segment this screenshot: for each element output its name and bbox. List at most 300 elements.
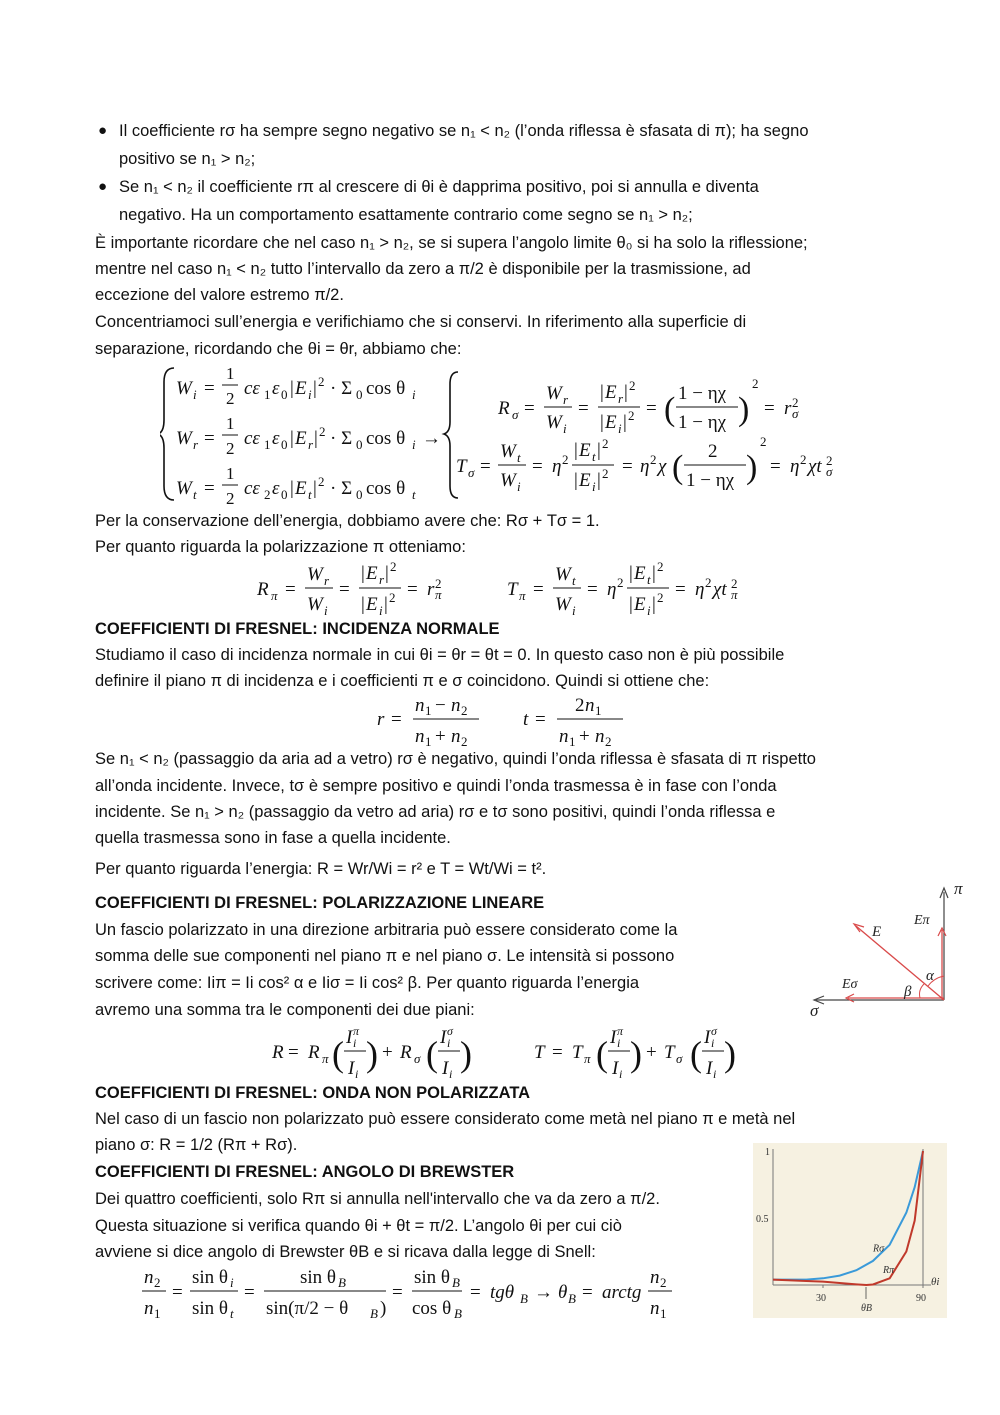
svg-text:|: | (624, 382, 628, 403)
svg-text:2: 2 (602, 466, 609, 481)
svg-text:=: = (285, 579, 296, 600)
svg-text:n: n (559, 726, 569, 747)
svg-text:cε: cε (244, 378, 260, 399)
svg-text:σ: σ (826, 464, 833, 479)
svg-text:χt: χt (713, 579, 727, 600)
svg-text:ε: ε (272, 478, 280, 499)
svg-text:): ) (380, 1298, 387, 1319)
svg-text:=: = (532, 456, 543, 477)
glass-paragraph-line-2: all’onda incidente. Invece, tσ è sempre positivo e quindi l’onda trasmessa è in fase con l’onda (95, 777, 777, 795)
svg-text:r: r (784, 398, 792, 419)
svg-text:σ: σ (711, 1024, 717, 1038)
bullet-2-line-2: negativo. Ha un comportamento esattamente contrario come segno se n₁ > n₂; (119, 206, 693, 224)
svg-text:2: 2 (154, 1275, 161, 1290)
pi-polarization-line: Per quanto riguarda la polarizzazione π otteniamo: (95, 538, 466, 556)
svg-text:n: n (451, 695, 461, 716)
brewster-paragraph-line-1: Dei quattro coefficienti, solo Rπ si annulla nell'intervallo che va da zero a π/2. (95, 1190, 660, 1208)
svg-text:i: i (412, 437, 416, 452)
svg-text:I: I (612, 1058, 619, 1079)
svg-text:I: I (442, 1058, 449, 1079)
svg-text:χ: χ (658, 456, 667, 477)
svg-text:|: | (385, 563, 389, 584)
svg-text:t: t (647, 572, 651, 587)
svg-text:W: W (555, 594, 571, 615)
chart-series-label: Rπ (883, 1264, 895, 1276)
bullet-2-line-1: Se n₁ < n₂ il coefficiente rπ al crescere di θi è dapprima positivo, poi si annulla e diventa (119, 178, 759, 196)
svg-text:+: + (646, 1042, 657, 1063)
svg-text:1 − ηχ: 1 − ηχ (686, 470, 735, 491)
svg-text:σ: σ (468, 465, 475, 480)
svg-text:=: = (770, 456, 781, 477)
svg-text:2: 2 (318, 474, 325, 489)
svg-text:r: r (377, 709, 385, 730)
svg-text:σ: σ (447, 1024, 453, 1038)
svg-text:=: = (288, 1042, 299, 1063)
svg-text:sin θ: sin θ (300, 1267, 337, 1288)
svg-text:=: = (391, 709, 402, 730)
svg-text:|: | (384, 594, 388, 615)
svg-text:1: 1 (595, 703, 602, 718)
svg-text:W: W (307, 594, 323, 615)
svg-text:(: ( (426, 1034, 438, 1074)
sigma-axis-label: σ (810, 1001, 819, 1020)
svg-text:E: E (605, 382, 617, 403)
svg-text:R: R (400, 1042, 412, 1063)
chart-x-tick-label: 30 (816, 1293, 826, 1304)
svg-text:=: = (764, 398, 775, 419)
svg-text:2: 2 (435, 576, 442, 591)
svg-text:i: i (592, 479, 596, 494)
svg-text:B: B (520, 1291, 528, 1306)
svg-text:i: i (230, 1275, 234, 1290)
svg-text:2: 2 (792, 395, 799, 410)
svg-text:t: t (572, 573, 576, 588)
svg-text:2: 2 (617, 575, 624, 590)
svg-text:i: i (412, 387, 416, 402)
svg-text:→: → (534, 1282, 553, 1303)
limit-paragraph-line-2: mentre nel caso n₁ < n₂ tutto l’intervallo da zero a π/2 è disponibile per la trasmissione, ad (95, 260, 751, 278)
svg-text:B: B (338, 1275, 346, 1290)
svg-text:2: 2 (461, 703, 468, 718)
svg-text:2: 2 (705, 575, 712, 590)
chart-annotation-brewster: θB (861, 1303, 873, 1314)
svg-text:r: r (193, 437, 199, 452)
svg-text:π: π (435, 587, 442, 602)
svg-text:=: = (578, 398, 589, 419)
svg-text:|: | (623, 412, 627, 433)
svg-text:η: η (552, 456, 562, 477)
svg-text:2: 2 (226, 489, 235, 507)
svg-text:E: E (295, 428, 307, 449)
svg-text:cε: cε (244, 478, 260, 499)
svg-text:π: π (271, 588, 278, 603)
svg-text:E: E (579, 440, 591, 461)
svg-text:π: π (353, 1024, 360, 1038)
svg-text:=: = (339, 579, 350, 600)
svg-text:t: t (308, 487, 312, 502)
normal-paragraph-line-2: definire il piano π di incidenza e i coefficienti π e σ coincidono. Quindi si ottiene che: (95, 672, 710, 690)
svg-text:W: W (176, 378, 192, 399)
svg-text:I: I (704, 1027, 711, 1048)
svg-text:−: − (435, 695, 446, 716)
svg-text:=: = (407, 579, 418, 600)
svg-text:|: | (597, 470, 601, 491)
normal-incidence-formula (375, 692, 635, 750)
svg-text:1: 1 (226, 414, 235, 433)
chart-y-tick-label: 1 (765, 1147, 770, 1158)
svg-text:2: 2 (628, 408, 635, 423)
svg-text:arctg: arctg (602, 1282, 642, 1303)
svg-text:η: η (790, 456, 800, 477)
svg-text:=: = (552, 1042, 563, 1063)
svg-text:n: n (144, 1267, 154, 1288)
limit-paragraph-line-1: È importante ricordare che nel caso n₁ > n₂, se si supera l’angolo limite θ₀ si ha solo la riflessione; (95, 234, 808, 252)
svg-text:=: = (172, 1282, 183, 1303)
svg-text:2: 2 (752, 376, 759, 391)
polarization-vector-diagram (808, 880, 978, 1020)
svg-text:E: E (579, 470, 591, 491)
svg-text:|: | (313, 378, 317, 399)
svg-text:=: = (675, 579, 686, 600)
svg-text:+: + (435, 726, 446, 747)
svg-text:1 − ηχ: 1 − ηχ (678, 412, 727, 433)
svg-text:tgθ: tgθ (490, 1282, 515, 1303)
svg-text:W: W (500, 470, 516, 491)
svg-text:0: 0 (281, 387, 288, 402)
svg-text:=: = (470, 1282, 481, 1303)
svg-text:(: ( (332, 1034, 344, 1074)
svg-text:R: R (308, 1042, 320, 1063)
svg-text:E: E (634, 563, 646, 584)
svg-text:0: 0 (281, 487, 288, 502)
svg-text:+: + (579, 726, 590, 747)
svg-text:1: 1 (660, 1306, 667, 1321)
svg-text:t: t (523, 709, 529, 730)
svg-text:): ) (460, 1034, 472, 1074)
svg-text:n: n (595, 726, 605, 747)
svg-text:R: R (272, 1042, 284, 1063)
beta-arc (920, 984, 925, 998)
svg-text:π: π (322, 1051, 329, 1066)
svg-text:2: 2 (826, 453, 833, 468)
svg-text:2: 2 (731, 576, 738, 591)
svg-text:T: T (534, 1042, 545, 1063)
svg-text:r: r (618, 391, 624, 406)
svg-text:2: 2 (657, 560, 664, 574)
svg-text:W: W (176, 428, 192, 449)
bullet-dot: ● (98, 122, 108, 139)
svg-text:i: i (447, 1036, 451, 1050)
unpolarized-paragraph-line-1: Nel caso di un fascio non polarizzato può essere considerato come metà nel piano π e metà nel (95, 1110, 796, 1128)
svg-text:n: n (650, 1267, 660, 1288)
svg-text:η: η (640, 456, 650, 477)
svg-text:|: | (600, 382, 604, 403)
svg-text:): ) (746, 449, 758, 486)
heading-unpolarized: COEFFICIENTI DI FRESNEL: ONDA NON POLARIZZATA (95, 1084, 531, 1102)
svg-text:cos θ: cos θ (366, 378, 406, 399)
svg-text:|: | (290, 378, 294, 399)
svg-text:sin θ: sin θ (192, 1298, 229, 1319)
svg-text:(: ( (596, 1034, 608, 1074)
svg-text:0: 0 (356, 437, 363, 452)
svg-text:|: | (314, 428, 318, 449)
svg-text:r: r (563, 392, 569, 407)
svg-text:B: B (568, 1291, 576, 1306)
svg-text:2: 2 (226, 389, 235, 408)
svg-text:i: i (563, 421, 567, 436)
svg-text:cos θ: cos θ (366, 428, 406, 449)
svg-text:sin θ: sin θ (414, 1267, 451, 1288)
svg-text:i: i (617, 1036, 621, 1050)
svg-text:=: = (480, 456, 491, 477)
svg-text:I: I (346, 1027, 353, 1048)
svg-text:i: i (193, 387, 197, 402)
svg-text:sin θ: sin θ (192, 1267, 229, 1288)
svg-text:1: 1 (154, 1306, 161, 1321)
svg-text:): ) (724, 1034, 736, 1074)
svg-text:· Σ: · Σ (330, 378, 353, 399)
svg-text:=: = (533, 579, 544, 600)
brewster-snell-formula (140, 1264, 700, 1324)
normal-paragraph-line-1: Studiamo il caso di incidenza normale in cui θi = θr = θt = 0. In questo caso non è più possibile (95, 646, 785, 664)
pi-axis-label: π (954, 880, 963, 898)
svg-text:r: r (324, 573, 330, 588)
E-sigma-label: Eσ (842, 977, 858, 992)
svg-text:|: | (652, 563, 656, 584)
svg-text:I: I (348, 1058, 355, 1079)
svg-text:2: 2 (660, 1275, 667, 1290)
glass-paragraph-line-3: incidente. Se n₁ > n₂ (passaggio da vetro ad aria) rσ e tσ sono positivi, quindi l’onda riflessa e (95, 803, 776, 821)
svg-text:T: T (456, 456, 467, 477)
svg-text:i: i (619, 1067, 623, 1081)
energy-paragraph-line-2: separazione, ricordando che θi = θr, abbiamo che: (95, 340, 462, 358)
svg-text:=: = (392, 1282, 403, 1303)
svg-text:I: I (610, 1027, 617, 1048)
svg-text:2: 2 (605, 734, 612, 749)
E-label: E (872, 924, 882, 940)
svg-text:W: W (546, 383, 562, 404)
linear-polarization-formula (270, 1024, 740, 1082)
svg-text:n: n (415, 726, 425, 747)
svg-text:r: r (427, 579, 435, 600)
svg-text:· Σ: · Σ (330, 478, 353, 499)
svg-text:W: W (307, 564, 323, 585)
svg-text:cε: cε (244, 428, 260, 449)
svg-text:2: 2 (390, 560, 397, 574)
svg-text:E: E (366, 563, 378, 584)
svg-text:π: π (519, 588, 526, 603)
svg-text:=: = (244, 1282, 255, 1303)
svg-text:0: 0 (356, 387, 363, 402)
svg-text:π: π (731, 587, 738, 602)
svg-text:1 − ηχ: 1 − ηχ (678, 383, 727, 404)
limit-paragraph-line-3: eccezione del valore estremo π/2. (95, 286, 344, 304)
heading-normal-incidence: COEFFICIENTI DI FRESNEL: INCIDENZA NORMALE (95, 620, 500, 638)
alpha-label: α (926, 968, 934, 984)
svg-text:|: | (361, 563, 365, 584)
svg-text:=: = (535, 709, 546, 730)
svg-text:E: E (295, 378, 307, 399)
svg-text:|: | (290, 428, 294, 449)
svg-text:W: W (500, 441, 516, 462)
svg-text:B: B (454, 1306, 462, 1321)
svg-text:2: 2 (319, 424, 326, 439)
svg-text:π: π (584, 1051, 591, 1066)
svg-text:): ) (738, 391, 750, 428)
svg-text:=: = (587, 579, 598, 600)
svg-text:i: i (353, 1036, 357, 1050)
heading-linear-polarization: COEFFICIENTI DI FRESNEL: POLARIZZAZIONE LINEARE (95, 894, 545, 912)
svg-text:|: | (600, 412, 604, 433)
svg-text:ε: ε (272, 428, 280, 449)
linear-paragraph-line-2: somma delle sue componenti nel piano π e nel piano σ. Le intensità si possono (95, 947, 675, 965)
svg-text:i: i (711, 1036, 715, 1050)
svg-text:η: η (695, 579, 705, 600)
svg-text:t: t (592, 449, 596, 464)
chart-series-label: Rσ (873, 1243, 885, 1255)
svg-text:· Σ: · Σ (330, 428, 353, 449)
svg-text:2: 2 (708, 441, 718, 462)
svg-text:B: B (452, 1275, 460, 1290)
bullet-dot: ● (98, 178, 108, 195)
svg-text:W: W (176, 478, 192, 499)
linear-paragraph-line-4: avremo una somma tra le componenti dei due piani: (95, 1001, 475, 1019)
svg-text:σ: σ (512, 407, 519, 422)
chart-x-tick-label: 90 (916, 1293, 926, 1304)
energy-system-formula (160, 362, 850, 507)
svg-text:0: 0 (281, 437, 288, 452)
svg-text:1: 1 (425, 734, 432, 749)
svg-text:1: 1 (264, 437, 271, 452)
svg-text:0: 0 (356, 487, 363, 502)
bullet-1-line-2: positivo se n₁ > n₂; (119, 150, 256, 168)
svg-text:→: → (422, 428, 441, 449)
svg-text:|: | (574, 440, 578, 461)
svg-text:|: | (290, 478, 294, 499)
svg-text:I: I (706, 1058, 713, 1079)
E-vector (856, 926, 944, 1000)
svg-text:i: i (572, 603, 576, 618)
svg-text:t: t (412, 487, 416, 502)
svg-text:(: ( (664, 391, 676, 428)
svg-text:n: n (144, 1298, 154, 1319)
svg-text:i: i (379, 603, 383, 618)
svg-text:): ) (630, 1034, 642, 1074)
svg-text:E: E (295, 478, 307, 499)
svg-text:|: | (574, 470, 578, 491)
svg-text:I: I (440, 1027, 447, 1048)
svg-text:1: 1 (425, 703, 432, 718)
svg-text:t: t (517, 450, 521, 465)
energy-paragraph-line-1: Concentriamoci sull’energia e verifichiamo che si conservi. In riferimento alla superficie di (95, 313, 747, 331)
svg-text:=: = (524, 398, 535, 419)
brewster-paragraph-line-2: Questa situazione si verifica quando θi + θt = π/2. L’angolo θi per cui ciò (95, 1217, 622, 1235)
svg-text:W: W (546, 412, 562, 433)
svg-text:i: i (449, 1067, 453, 1081)
svg-text:T: T (572, 1042, 583, 1063)
svg-text:2: 2 (318, 374, 325, 389)
glass-paragraph-line-1: Se n₁ < n₂ (passaggio da aria ad a vetro) rσ è negativo, quindi l’onda riflessa è sfasata di π rispetto (95, 750, 816, 768)
svg-text:i: i (618, 421, 622, 436)
svg-text:|: | (629, 563, 633, 584)
svg-text:=: = (204, 478, 215, 499)
svg-text:(: ( (690, 1034, 702, 1074)
linear-paragraph-line-3: scrivere come: Iiπ = Ii cos² α e Iiσ = Ii cos² β. Per quanto riguarda l’energia (95, 974, 640, 992)
svg-text:i: i (517, 479, 521, 494)
svg-text:|: | (361, 594, 365, 615)
svg-text:η: η (607, 579, 617, 600)
pi-coefficients-formula (255, 560, 755, 620)
svg-text:i: i (324, 603, 328, 618)
svg-text:): ) (366, 1034, 378, 1074)
svg-text:(: ( (672, 449, 684, 486)
svg-text:2: 2 (602, 436, 609, 451)
svg-text:ε: ε (272, 378, 280, 399)
E-pi-label: Eπ (914, 913, 930, 928)
svg-text:π: π (617, 1024, 624, 1038)
svg-text:cos θ: cos θ (366, 478, 406, 499)
svg-text:2: 2 (629, 378, 636, 393)
chart-x-label: θi (931, 1276, 940, 1288)
svg-text:sin(π/2 − θ: sin(π/2 − θ (266, 1298, 349, 1319)
svg-text:R: R (498, 398, 510, 419)
svg-text:1: 1 (264, 387, 271, 402)
svg-text:σ: σ (792, 406, 799, 421)
svg-text:i: i (713, 1067, 717, 1081)
svg-text:|: | (597, 440, 601, 461)
svg-text:σ: σ (676, 1051, 683, 1066)
svg-text:B: B (370, 1306, 378, 1321)
glass-paragraph-line-4: quella trasmessa sono in fase a quella incidente. (95, 829, 451, 847)
energy-normal-line: Per quanto riguarda l’energia: R = Wr/Wi = r² e T = Wt/Wi = t². (95, 860, 547, 878)
svg-text:=: = (204, 428, 215, 449)
svg-text:|: | (652, 594, 656, 615)
svg-text:|: | (313, 478, 317, 499)
svg-text:1: 1 (226, 364, 235, 383)
linear-paragraph-line-1: Un fascio polarizzato in una direzione arbitraria può essere considerato come la (95, 921, 678, 939)
svg-text:E: E (366, 594, 378, 615)
svg-text:T: T (507, 579, 518, 600)
svg-text:n: n (451, 726, 461, 747)
svg-text:2: 2 (461, 734, 468, 749)
svg-text:n: n (415, 695, 425, 716)
svg-text:θ: θ (558, 1282, 568, 1303)
svg-text:i: i (355, 1067, 359, 1081)
svg-text:2: 2 (226, 439, 235, 458)
svg-text:2: 2 (575, 695, 585, 716)
svg-text:n: n (650, 1298, 660, 1319)
svg-text:=: = (204, 378, 215, 399)
svg-text:T: T (664, 1042, 675, 1063)
svg-text:|: | (629, 594, 633, 615)
conservation-line: Per la conservazione dell’energia, dobbiamo avere che: Rσ + Tσ = 1. (95, 512, 600, 530)
svg-text:cos θ: cos θ (412, 1298, 452, 1319)
svg-text:1: 1 (226, 464, 235, 483)
svg-text:r: r (308, 437, 314, 452)
chart-y-tick-label: 0.5 (756, 1214, 769, 1225)
svg-text:=: = (646, 398, 657, 419)
svg-text:+: + (382, 1042, 393, 1063)
heading-brewster: COEFFICIENTI DI FRESNEL: ANGOLO DI BREWSTER (95, 1163, 515, 1181)
svg-text:2: 2 (650, 452, 657, 467)
svg-text:r: r (379, 572, 385, 587)
svg-text:E: E (634, 594, 646, 615)
svg-text:=: = (622, 456, 633, 477)
svg-text:2: 2 (800, 452, 807, 467)
svg-text:E: E (605, 412, 617, 433)
svg-text:t: t (193, 487, 197, 502)
svg-text:i: i (647, 603, 651, 618)
